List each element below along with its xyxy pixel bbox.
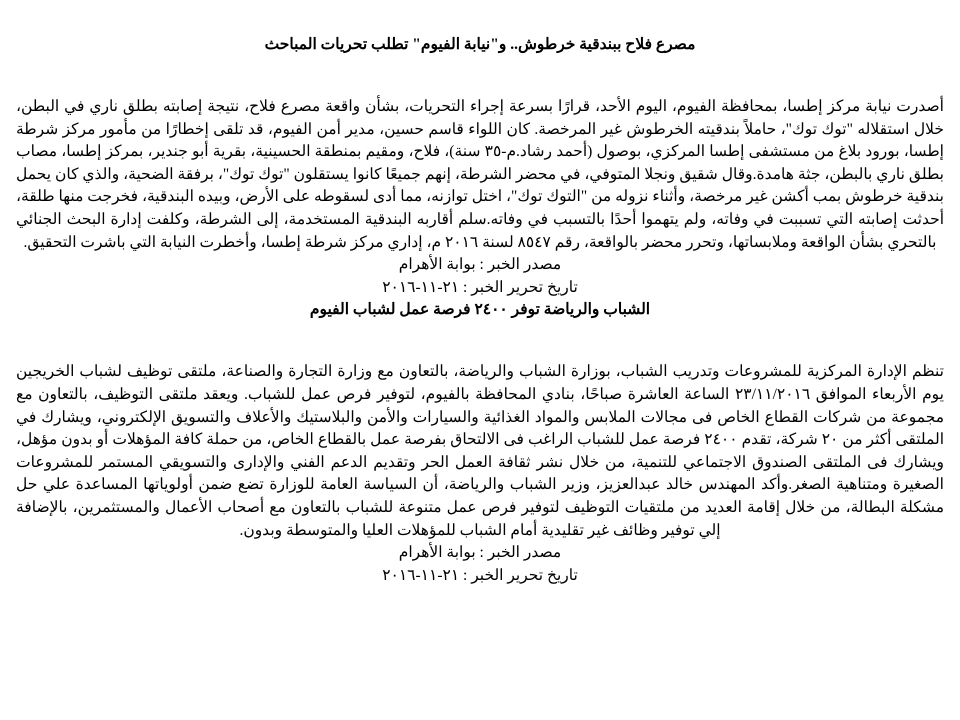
article-date: تاريخ تحرير الخبر : ٢١-١١-٢٠١٦ [382,566,578,584]
article-body: تنظم الإدارة المركزية للمشروعات وتدريب الشباب، بوزارة الشباب والرياضة، بالتعاون مع وزارة التجارة والصناعة، ملتقى توظيف لشباب الخريجين يوم الأربعاء الموافق ٢٣/١١/٢٠١٦ الساعة العاشرة صباحًا، بنادي المحافظة بالفيوم، لتوفير فرص عمل للشباب. ويعقد ملتقى التوظيف، بالتعاون مع مجموعة من شركات القطاع الخاص فى مجالات الملابس والمواد الغذائية والسيارات والأمن والبلاستيك والأعلاف والتسويق الإلكتروني، ويشارك في الملتقى أكثر من ٢٠ شركة، تقدم ٢٤٠٠ فرصة عمل للشباب الراغب فى الالتحاق بفرصة عمل بالقطاع الخاص، من حملة كافة المؤهلات أو بدون مؤهل، ويشارك فى الملتقى الصندوق الاجتماعي للتنمية، من خلال نشر ثقافة العمل الحر وتقديم الدعم الفني والإدارى والتسويقي المستمر للمشروعات الصغيرة ومتناهية الصغر.وأكد المهندس خالد عبدالعزيز، وزير الشباب والرياضة، أن السياسة العامة للوزارة تضع ضمن أولوياتها المساعدة علي حل مشكلة البطالة، من خلال إقامة العديد من ملتقيات التوظيف لتوفير فرص عمل متنوعة للشباب بالتعاون مع أصحاب الأعمال والمستثمرين، بالإضافة إلي توفير وظائف غير تقليدية أمام الشباب للمؤهلات العليا والمتوسطة وبدون. [16,363,945,539]
article-date: تاريخ تحرير الخبر : ٢١-١١-٢٠١٦ [382,278,578,296]
article-body: أصدرت نيابة مركز إطسا، بمحافظة الفيوم، اليوم الأحد، قرارًا بسرعة إجراء التحريات، بشأن واقعة مصرع فلاح، نتيجة إصابته بطلق ناري في البطن، خلال استقلاله "توك توك"، حاملاً بندقيته الخرطوش غير المرخصة. كان اللواء قاسم حسين، مدير أمن الفيوم، قد تلقى إخطارًا من مأمور مركز شرطة إطسا، بورود بلاغ من مستشفى إطسا المركزي، بوصول (أحمد رشاد.م-٣٥ سنة)، فلاح، ومقيم بمنطقة الحسينية، بقرية أبو جندير، بمركز إطسا، مصاب بطلق ناري بالبطن، جثة هامدة.وقال شقيق ونجلا المتوفي، في محضر الشرطة، إنهم جميعًا كانوا يستقلون "توك توك"، برفقة الضحية، والذي كان يحمل بندقية خرطوش بمب أكشن غير مرخصة، وأثناء نزوله من "التوك توك"، اختل توازنه، مما أدى لسقوطه على الأرض، وبيده البندقية، فخرجت منها طلقة، أحدثت إصابته التي تسببت في وفاته، ولم يتهموا أحدًا بالتسبب في وفاته.سلم أقاربه البندقية المستخدمة، إلى الشرطة، وكلفت إدارة البحث الجنائي بالتحري بشأن الواقعة وملابساتها، وتحرر محضر بالواقعة، رقم ٨٥٤٧ لسنة ٢٠١٦ م، إداري مركز شرطة إطسا، وأخطرت النيابة التي باشرت التحقيق. [16,98,945,251]
article-1 [16,34,944,299]
article-title: مصرع فلاح ببندقية خرطوش.. و"نيابة الفيوم" تطلب تحريات المباحث [264,36,696,53]
article-source: مصدر الخبر : بوابة الأهرام [398,544,562,562]
article-title: الشباب والرياضة توفر ٢٤٠٠ فرصة عمل لشباب الفيوم [309,301,651,319]
article-2 [16,299,944,587]
article-source: مصدر الخبر : بوابة الأهرام [398,256,562,274]
